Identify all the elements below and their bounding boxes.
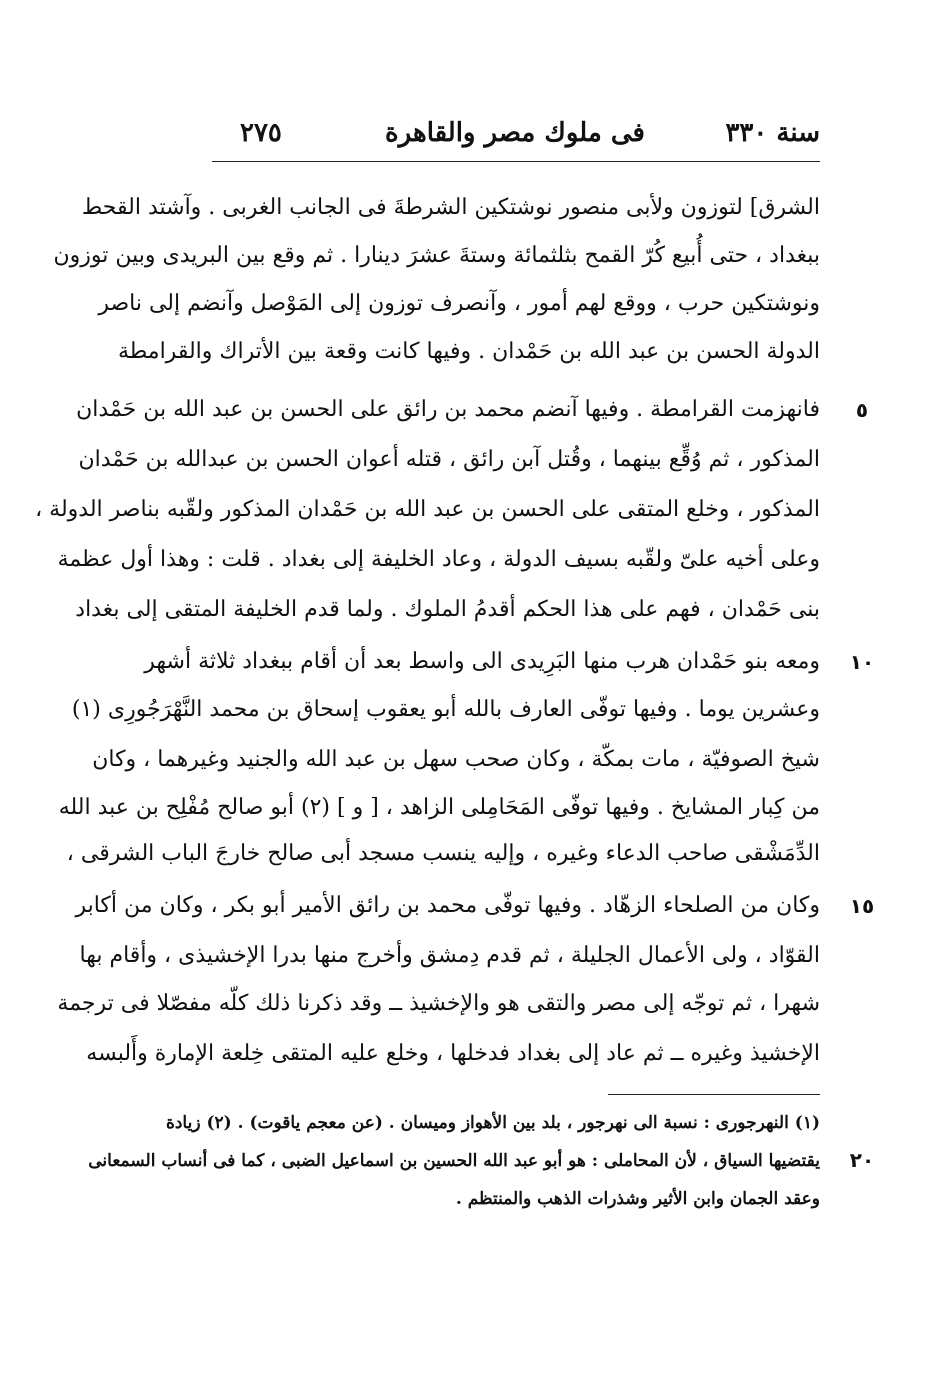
line-number-20: ٢٠ [849, 1148, 875, 1172]
footnote-line: يقتضيها السياق ، لأن المحاملى : هو أبو عبد الله الحسين بن اسماعيل الضبى ، كما فى أنساب السمعانى [88, 1151, 820, 1171]
text-line: وكان من الصلحاء الزهّاد . وفيها توفّى محمد بن رائق الأمير أبو بكر ، وكان من أكابر [75, 893, 820, 918]
text-line: الإخشيذ وغيره ــ ثم عاد إلى بغداد فدخلها ، وخلع عليه المتقى خِلعة الإمارة وأَلبسه [86, 1041, 820, 1066]
text-line: من كِبار المشايخ . وفيها توفّى المَحَامِلى الزاهد ، [ و ] (٢) أبو صالح مُفْلِح بن عبد الله [58, 795, 820, 820]
text-line: بنى حَمْدان ، فهم على هذا الحكم أقدمُ الملوك . ولما قدم الخليفة المتقى إلى بغداد [75, 597, 820, 622]
text-line: ومعه بنو حَمْدان هرب منها البَرِيدى الى واسط بعد أن أقام ببغداد ثلاثة أشهر [144, 649, 820, 674]
line-number-10: ١٠ [849, 650, 875, 674]
text-line: الدِّمَشْقى صاحب الدعاء وغيره ، وإليه ينسب مسجد أبى صالح خارجَ الباب الشرقى ، [66, 841, 820, 866]
running-header [210, 112, 820, 156]
header-year: سنة ٣٣٠ [725, 118, 820, 148]
text-line: شهرا ، ثم توجّه إلى مصر والتقى هو والإخشيذ ــ وقد ذكرنا ذلك كلّه مفصّلا فى ترجمة [57, 991, 820, 1016]
text-line: المذكور ، وخلع المتقى على الحسن بن عبد الله بن حَمْدان المذكور ولقّبه بناصر الدولة ، [35, 497, 820, 522]
header-rule [212, 161, 820, 162]
text-line: وعلى أخيه علىّ ولقّبه بسيف الدولة ، وعاد الخليفة إلى بغداد . قلت : وهذا أول عظمة [57, 547, 820, 572]
line-number-5: ٥ [855, 398, 869, 422]
text-line: الدولة الحسن بن عبد الله بن حَمْدان . وفيها كانت وقعة بين الأتراك والقرامطة [117, 339, 820, 364]
text-line: وعشرين يوما . وفيها توفّى العارف بالله أبو يعقوب إسحاق بن محمد النَّهْرَجُورِى (١) [71, 697, 820, 722]
text-line: شيخ الصوفيّة ، مات بمكّة ، وكان صحب سهل بن عبد الله والجنيد وغيرهما ، وكان [92, 747, 820, 772]
page-number: ٢٧٥ [240, 118, 282, 148]
text-line: ببغداد ، حتى أُبيع كُرّ القمح بثلثمائة وستةَ عشرَ دينارا . ثم وقع بين البريدى وبين توزون [53, 243, 820, 268]
line-number-15: ١٥ [849, 894, 875, 918]
text-line: المذكور ، ثم وُقِّع بينهما ، وقُتل آبن رائق ، قتله أعوان الحسن بن عبدالله بن حَمْدان [78, 447, 820, 472]
footnote-line: (١) النهرجورى : نسبة الى نهرجور ، بلد بين الأهواز وميسان . (عن معجم ياقوت) . (٢) زيادة [165, 1113, 820, 1133]
footnote-rule [608, 1094, 820, 1095]
text-line: فانهزمت القرامطة . وفيها آنضم محمد بن رائق على الحسن بن عبد الله بن حَمْدان [76, 397, 820, 422]
header-title: فى ملوك مصر والقاهرة [385, 118, 645, 148]
text-line: ونوشتكين حرب ، ووقع لهم أمور ، وآنصرف توزون إلى المَوْصل وآنضم إلى ناصر [98, 291, 820, 316]
footnote-line: وعقد الجمان وابن الأثير وشذرات الذهب والمنتظم . [455, 1189, 820, 1209]
text-line: القوّاد ، ولى الأعمال الجليلة ، ثم قدم دِمشق وأخرج منها بدرا الإخشيذى ، وأقام بها [79, 943, 820, 968]
text-line: الشرق] لتوزون ولأبى منصور نوشتكين الشرطةَ فى الجانب الغربى . وآشتد القحط [81, 195, 820, 220]
